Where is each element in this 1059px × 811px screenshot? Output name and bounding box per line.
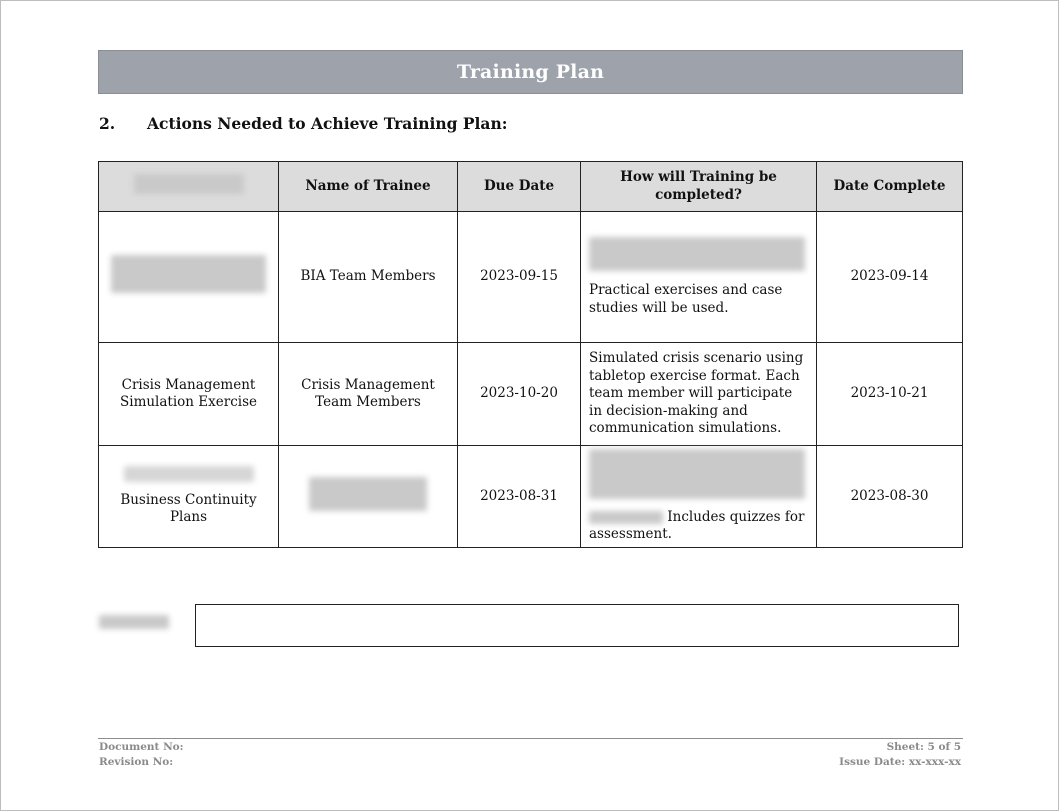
cell-due-date: 2023-10-20 <box>458 343 581 446</box>
cell-method <box>581 446 817 548</box>
training-text: Business Continuity Plans <box>120 491 257 526</box>
cell-training <box>99 212 279 343</box>
cell-trainee <box>279 446 458 548</box>
document-no: Document No: <box>99 741 184 753</box>
redacted-training <box>124 466 254 482</box>
redacted-method-inline <box>589 511 663 524</box>
footer-right <box>839 740 961 770</box>
table-row <box>99 446 963 548</box>
redacted-method <box>589 237 805 271</box>
table-row <box>99 212 963 343</box>
cell-due-date: 2023-08-31 <box>458 446 581 548</box>
header-due-date: Due Date <box>458 162 581 212</box>
cell-training <box>99 446 279 548</box>
header-training <box>99 162 279 212</box>
header-trainee: Name of Trainee <box>279 162 458 212</box>
redacted-training <box>111 255 266 293</box>
method-text: Practical exercises and case studies will be used. <box>589 282 783 316</box>
header-date-complete: Date Complete <box>817 162 963 212</box>
cell-method <box>581 212 817 343</box>
redacted-method <box>589 449 805 499</box>
cell-trainee: Crisis Management Team Members <box>279 343 458 446</box>
header-method: How will Training be completed? <box>581 162 817 212</box>
cell-date-complete: 2023-08-30 <box>817 446 963 548</box>
page-title-text: Training Plan <box>456 61 605 83</box>
comments-box[interactable] <box>195 604 959 647</box>
section-number: 2. <box>99 114 116 133</box>
cell-training: Crisis Management Simulation Exercise <box>99 343 279 446</box>
sheet-number: Sheet: 5 of 5 <box>886 741 961 753</box>
footer-divider <box>98 738 963 739</box>
table-header-row <box>99 162 963 212</box>
training-plan-table <box>98 161 963 548</box>
revision-no: Revision No: <box>99 756 174 768</box>
cell-date-complete: 2023-10-21 <box>817 343 963 446</box>
page-title <box>98 50 963 94</box>
cell-due-date: 2023-09-15 <box>458 212 581 343</box>
cell-date-complete: 2023-09-14 <box>817 212 963 343</box>
table-row <box>99 343 963 446</box>
redacted-header <box>134 174 244 194</box>
footer-left <box>99 740 184 770</box>
issue-date: Issue Date: xx-xxx-xx <box>839 756 961 768</box>
redacted-comments-label <box>99 615 169 629</box>
method-text: Includes quizzes for assessment. <box>589 508 805 543</box>
section-heading <box>99 114 507 133</box>
cell-method: Simulated crisis scenario using tabletop exercise format. Each team member will participate in decision-making and communication simulations. <box>581 343 817 446</box>
section-title: Actions Needed to Achieve Training Plan: <box>147 114 508 133</box>
redacted-trainee <box>309 477 427 511</box>
cell-trainee: BIA Team Members <box>279 212 458 343</box>
